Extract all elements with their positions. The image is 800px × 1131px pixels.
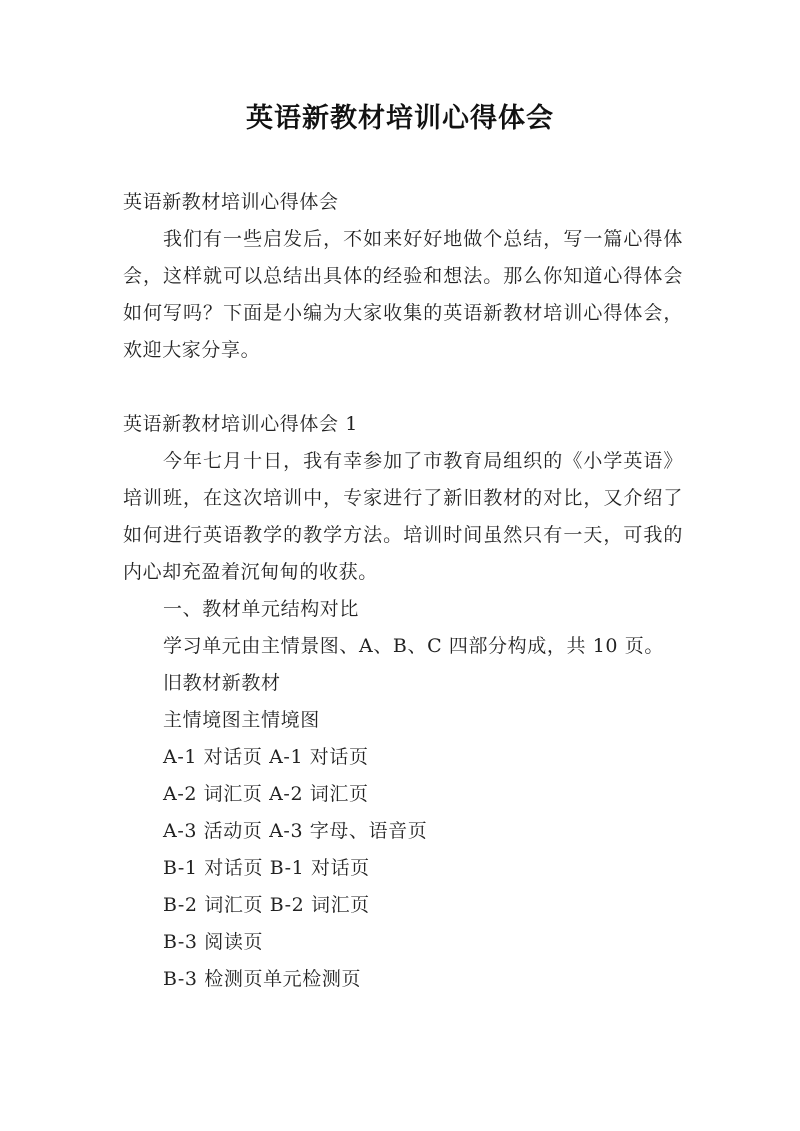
list-item: B-2 词汇页 B-2 词汇页 — [163, 894, 370, 916]
section-heading: 英语新教材培训心得体会 1 — [123, 413, 358, 435]
list-item: B-3 阅读页 — [163, 931, 264, 953]
list-item: A-2 词汇页 A-2 词汇页 — [163, 783, 369, 805]
list-item: 旧教材新教材 — [163, 672, 281, 694]
list-item: A-1 对话页 A-1 对话页 — [163, 746, 369, 768]
document-body — [123, 184, 683, 998]
list-item: 主情境图主情境图 — [163, 709, 320, 731]
section-paragraph: 今年七月十日，我有幸参加了市教育局组织的《小学英语》培训班，在这次培训中，专家进行了新旧教材的对比，又介绍了如何进行英语教学的教学方法。培训时间虽然只有一天，可我的内心却充盈着沉甸甸的收获。 — [123, 450, 683, 583]
intro-paragraph: 我们有一些启发后，不如来好好地做个总结，写一篇心得体会，这样就可以总结出具体的经验和想法。那么你知道心得体会如何写吗？下面是小编为大家收集的英语新教材培训心得体会，欢迎大家分享。 — [123, 228, 683, 361]
list-item: B-3 检测页单元检测页 — [163, 968, 362, 990]
list-item: 学习单元由主情景图、A、B、C 四部分构成，共 10 页。 — [163, 635, 664, 657]
list-item: 一、教材单元结构对比 — [163, 598, 360, 620]
page-title: 英语新教材培训心得体会 — [246, 103, 554, 134]
list-item: A-3 活动页 A-3 字母、语音页 — [163, 820, 428, 842]
list-item: B-1 对话页 B-1 对话页 — [163, 857, 370, 879]
paragraph-gap — [123, 369, 683, 406]
intro-heading: 英语新教材培训心得体会 — [123, 191, 339, 213]
